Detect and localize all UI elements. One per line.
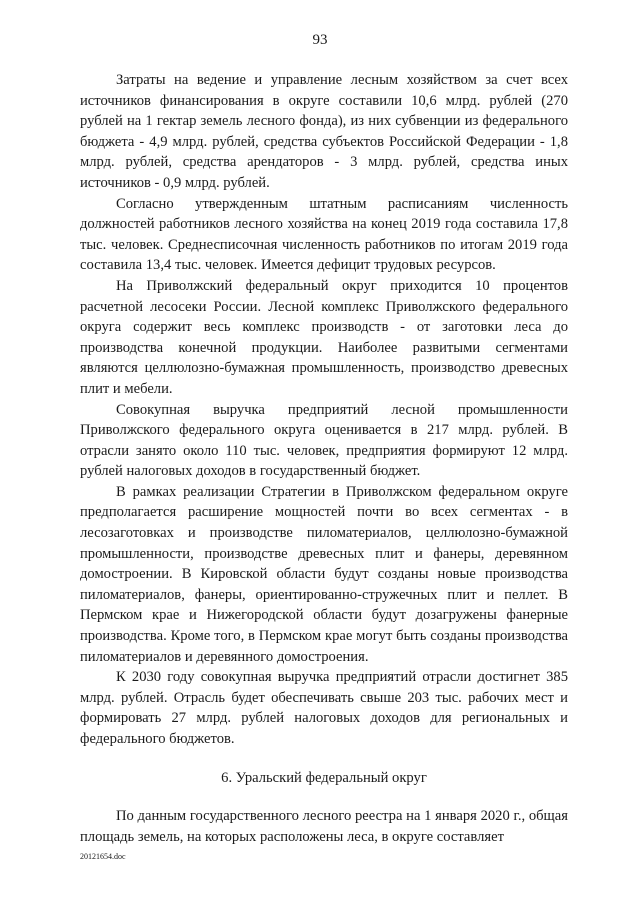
page-number: 93 — [312, 32, 328, 48]
paragraph-strategy-implementation: В рамках реализации Стратегии в Приволжском федеральном округе предполагается расширение мощностей почти во всех сегментах - в лесозаготовках и производстве пиломатериалов, целлюлозно-бумажной промышленности, производстве древесных плит и фанеры, деревянном домостроении. В Кировской области будут созданы новые производства пиломатериалов, фанеры, ориентированно-стружечных плит и пеллет. В Пермском крае и Нижегородской области будут дозагружены фанерные производства. Кроме того, в Пермском крае могут быть созданы производства пиломатериалов и деревянного домостроения. — [80, 483, 568, 665]
paragraph-revenue: Совокупная выручка предприятий лесной промышленности Приволжского федерального округа оценивается в 217 млрд. рублей. В отрасли занято около 110 тыс. человек, предприятия формируют 12 млрд. рублей налоговых доходов в государственный бюджет. — [80, 401, 568, 480]
section-heading: 6. Уральский федеральный округ — [221, 769, 427, 786]
paragraph-2030-forecast: К 2030 году совокупная выручка предприятий отрасли достигнет 385 млрд. рублей. Отрасль будет обеспечивать свыше 203 тыс. рабочих мест и формировать 27 млрд. рублей налоговых доходов для региональных и федерального бюджетов. — [80, 669, 568, 747]
document-footer-filename: 20121654.doc — [80, 852, 126, 861]
paragraph-ural-forest-registry: По данным государственного лесного реестра на 1 января 2020 г., общая площадь земель, на которых расположены леса, в округе составляет — [80, 808, 568, 845]
paragraph-volga-forest-complex: На Приволжский федеральный округ приходится 10 процентов расчетной лесосеки России. Лесной комплекс Приволжского федерального округа содержит весь комплекс производств - от заготовки леса до производства конечной продукции. Наиболее развитыми сегментами являются целлюлозно-бумажная промышленность, производство древесных плит и мебели. — [80, 277, 568, 397]
paragraph-staffing: Согласно утвержденным штатным расписаниям численность должностей работников лесного хозяйства на конец 2019 года составила 17,8 тыс. человек. Среднесписочная численность работников по итогам 2019 года составила 13,4 тыс. человек. Имеется дефицит трудовых ресурсов. — [80, 195, 568, 274]
paragraph-forestry-costs: Затраты на ведение и управление лесным хозяйством за счет всех источников финансирования в округе составили 10,6 млрд. рублей (270 рублей на 1 гектар земель лесного фонда), из них субвенции из федерального бюджета - 4,9 млрд. рублей, средства субъектов Российской Федерации - 1,8 млрд. рублей, средства арендаторов - 3 млрд. рублей, средства иных источников - 0,9 млрд. рублей. — [80, 72, 568, 191]
document-body — [80, 70, 568, 847]
